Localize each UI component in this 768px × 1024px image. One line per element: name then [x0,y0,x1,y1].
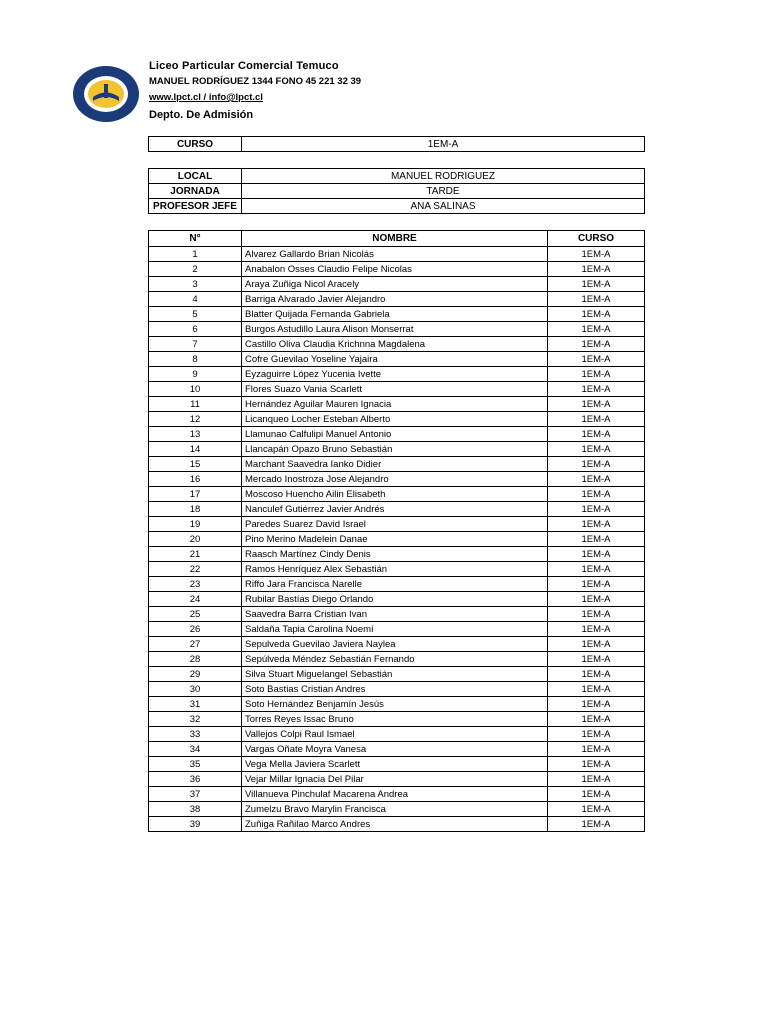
cell-num: 16 [149,472,242,487]
cell-name: Burgos Astudillo Laura Alison Monserrat [242,322,548,337]
table-row [149,592,645,607]
cell-num: 7 [149,337,242,352]
table-row [149,712,645,727]
info-value: MANUEL RODRIGUEZ [242,169,645,184]
cell-name: Flores Suazo Vania Scarlett [242,382,548,397]
cell-num: 8 [149,352,242,367]
column-header-course: CURSO [548,231,645,247]
cell-num: 9 [149,367,242,382]
cell-num: 33 [149,727,242,742]
cell-name: Vega Mella Javiera Scarlett [242,757,548,772]
cell-course: 1EM-A [548,367,645,382]
cell-name: Silva Stuart Miguelangel Sebastián [242,667,548,682]
cell-course: 1EM-A [548,562,645,577]
table-row [149,622,645,637]
cell-name: Alvarez Gallardo Brian Nicolás [242,247,548,262]
cell-course: 1EM-A [548,757,645,772]
table-row [149,817,645,832]
cell-name: Llancapán Opazo Bruno Sebastián [242,442,548,457]
cell-name: Saavedra Barra Cristian Ivan [242,607,548,622]
cell-num: 1 [149,247,242,262]
cell-num: 19 [149,517,242,532]
cell-name: Rubilar Bastías Diego Orlando [242,592,548,607]
cell-course: 1EM-A [548,382,645,397]
info-row-profesor-jefe [149,199,645,214]
cell-name: Moscoso Huencho Ailin Elisabeth [242,487,548,502]
info-value: TARDE [242,184,645,199]
cell-name: Vargas Oñate Moyra Vanesa [242,742,548,757]
cell-num: 34 [149,742,242,757]
cell-course: 1EM-A [548,787,645,802]
cell-name: Ramos Henríquez Alex Sebastián [242,562,548,577]
table-row [149,412,645,427]
cell-name: Eyzaguirre López Yucenia Ivette [242,367,548,382]
cell-name: Llamunao Calfulipi Manuel Antonio [242,427,548,442]
cell-name: Blatter Quijada Fernanda Gabriela [242,307,548,322]
table-row [149,787,645,802]
cell-course: 1EM-A [548,352,645,367]
cell-name: Paredes Suarez David Israel [242,517,548,532]
cell-name: Sepulveda Guevilao Javiera Naylea [242,637,548,652]
table-row [149,472,645,487]
cell-course: 1EM-A [548,322,645,337]
cell-num: 30 [149,682,242,697]
cell-num: 5 [149,307,242,322]
table-row [149,322,645,337]
cell-course: 1EM-A [548,622,645,637]
table-row [149,277,645,292]
cell-course: 1EM-A [548,337,645,352]
cell-course: 1EM-A [548,487,645,502]
curso-value: 1EM-A [242,137,645,152]
table-row [149,532,645,547]
cell-name: Mercado Inostroza Jose Alejandro [242,472,548,487]
school-web-link[interactable]: www.lpct.cl / info@lpct.cl [149,92,263,103]
cell-course: 1EM-A [548,247,645,262]
table-row [149,802,645,817]
cell-course: 1EM-A [548,727,645,742]
cell-num: 29 [149,667,242,682]
cell-name: Nanculef Gutiérrez Javier Andrés [242,502,548,517]
table-row [149,352,645,367]
table-row [149,667,645,682]
column-header-num: N° [149,231,242,247]
cell-num: 31 [149,697,242,712]
table-row [149,427,645,442]
cell-name: Zumelzu Bravo Marylin Francisca [242,802,548,817]
cell-num: 28 [149,652,242,667]
table-row [149,262,645,277]
school-address: MANUEL RODRÍGUEZ 1344 FONO 45 221 32 39 [149,76,362,87]
table-row [149,397,645,412]
table-row [149,367,645,382]
student-list-table [148,230,645,832]
cell-num: 21 [149,547,242,562]
cell-course: 1EM-A [548,742,645,757]
cell-name: Araya Zuñiga Nicol Aracely [242,277,548,292]
table-row [149,247,645,262]
cell-name: Licanqueo Locher Esteban Alberto [242,412,548,427]
cell-num: 25 [149,607,242,622]
cell-name: Zuñiga Rañilao Marco Andres [242,817,548,832]
cell-course: 1EM-A [548,412,645,427]
table-row [149,697,645,712]
table-row [149,547,645,562]
table-row [149,307,645,322]
cell-num: 13 [149,427,242,442]
column-header-name: NOMBRE [242,231,548,247]
table-row [149,442,645,457]
table-row [149,292,645,307]
table-row [149,772,645,787]
department-label: Depto. De Admisión [149,109,254,121]
cell-num: 17 [149,487,242,502]
cell-num: 38 [149,802,242,817]
school-logo-icon [71,64,141,124]
table-row [149,682,645,697]
table-row [149,502,645,517]
cell-course: 1EM-A [548,802,645,817]
cell-course: 1EM-A [548,472,645,487]
table-row [149,577,645,592]
cell-course: 1EM-A [548,652,645,667]
table-row [149,742,645,757]
cell-num: 14 [149,442,242,457]
cell-course: 1EM-A [548,517,645,532]
cell-num: 10 [149,382,242,397]
cell-course: 1EM-A [548,307,645,322]
cell-course: 1EM-A [548,697,645,712]
cell-course: 1EM-A [548,577,645,592]
cell-name: Anabalon Osses Claudio Felipe Nicolas [242,262,548,277]
cell-num: 2 [149,262,242,277]
cell-name: Marchant Saavedra Ianko Didier [242,457,548,472]
cell-course: 1EM-A [548,712,645,727]
table-row [149,757,645,772]
cell-num: 6 [149,322,242,337]
cell-course: 1EM-A [548,457,645,472]
cell-num: 36 [149,772,242,787]
info-label: PROFESOR JEFE [149,199,242,214]
cell-num: 35 [149,757,242,772]
table-row [149,337,645,352]
cell-num: 23 [149,577,242,592]
cell-course: 1EM-A [548,637,645,652]
cell-course: 1EM-A [548,502,645,517]
cell-num: 37 [149,787,242,802]
cell-name: Hernández Aguilar Mauren Ignacia [242,397,548,412]
cell-name: Vejar Millar Ignacia Del Pilar [242,772,548,787]
cell-num: 12 [149,412,242,427]
table-row [149,457,645,472]
school-name: Liceo Particular Comercial Temuco [149,60,339,72]
table-row [149,652,645,667]
info-value: ANA SALINAS [242,199,645,214]
cell-name: Riffo Jara Francisca Narelle [242,577,548,592]
table-header-row [149,231,645,247]
cell-num: 4 [149,292,242,307]
info-row-local [149,169,645,184]
table-row [149,727,645,742]
info-label: JORNADA [149,184,242,199]
course-info-table [148,168,645,214]
school-info [149,58,361,123]
cell-course: 1EM-A [548,442,645,457]
cell-num: 20 [149,532,242,547]
cell-num: 26 [149,622,242,637]
cell-course: 1EM-A [548,607,645,622]
cell-name: Cofre Guevilao Yoseline Yajaira [242,352,548,367]
cell-course: 1EM-A [548,277,645,292]
table-row [149,562,645,577]
cell-name: Pino Merino Madelein Danae [242,532,548,547]
cell-num: 3 [149,277,242,292]
cell-num: 32 [149,712,242,727]
cell-num: 22 [149,562,242,577]
table-row [149,487,645,502]
cell-course: 1EM-A [548,817,645,832]
table-row [149,382,645,397]
document-header [71,56,471,126]
table-row [149,607,645,622]
cell-course: 1EM-A [548,682,645,697]
cell-name: Raasch Martínez Cindy Denis [242,547,548,562]
cell-course: 1EM-A [548,532,645,547]
cell-name: Vallejos Colpi Raul Ismael [242,727,548,742]
cell-num: 39 [149,817,242,832]
info-row-jornada [149,184,645,199]
info-label: LOCAL [149,169,242,184]
cell-course: 1EM-A [548,592,645,607]
table-row [149,637,645,652]
cell-name: Soto Bastias Cristian Andres [242,682,548,697]
cell-name: Soto Hernández Benjamín Jesús [242,697,548,712]
cell-course: 1EM-A [548,397,645,412]
curso-table [148,136,645,152]
table-row [149,517,645,532]
curso-label: CURSO [149,137,242,152]
cell-name: Torres Reyes Issac Bruno [242,712,548,727]
cell-name: Saldaña Tapia Carolina Noemí [242,622,548,637]
cell-num: 11 [149,397,242,412]
cell-course: 1EM-A [548,262,645,277]
cell-course: 1EM-A [548,292,645,307]
cell-name: Sepúlveda Méndez Sebastián Fernando [242,652,548,667]
cell-num: 18 [149,502,242,517]
cell-num: 27 [149,637,242,652]
cell-num: 24 [149,592,242,607]
cell-name: Barriga Alvarado Javier Alejandro [242,292,548,307]
cell-course: 1EM-A [548,547,645,562]
cell-course: 1EM-A [548,667,645,682]
cell-course: 1EM-A [548,427,645,442]
cell-name: Castillo Oliva Claudia Krichnna Magdalena [242,337,548,352]
cell-name: Villanueva Pinchulaf Macarena Andrea [242,787,548,802]
cell-num: 15 [149,457,242,472]
cell-course: 1EM-A [548,772,645,787]
